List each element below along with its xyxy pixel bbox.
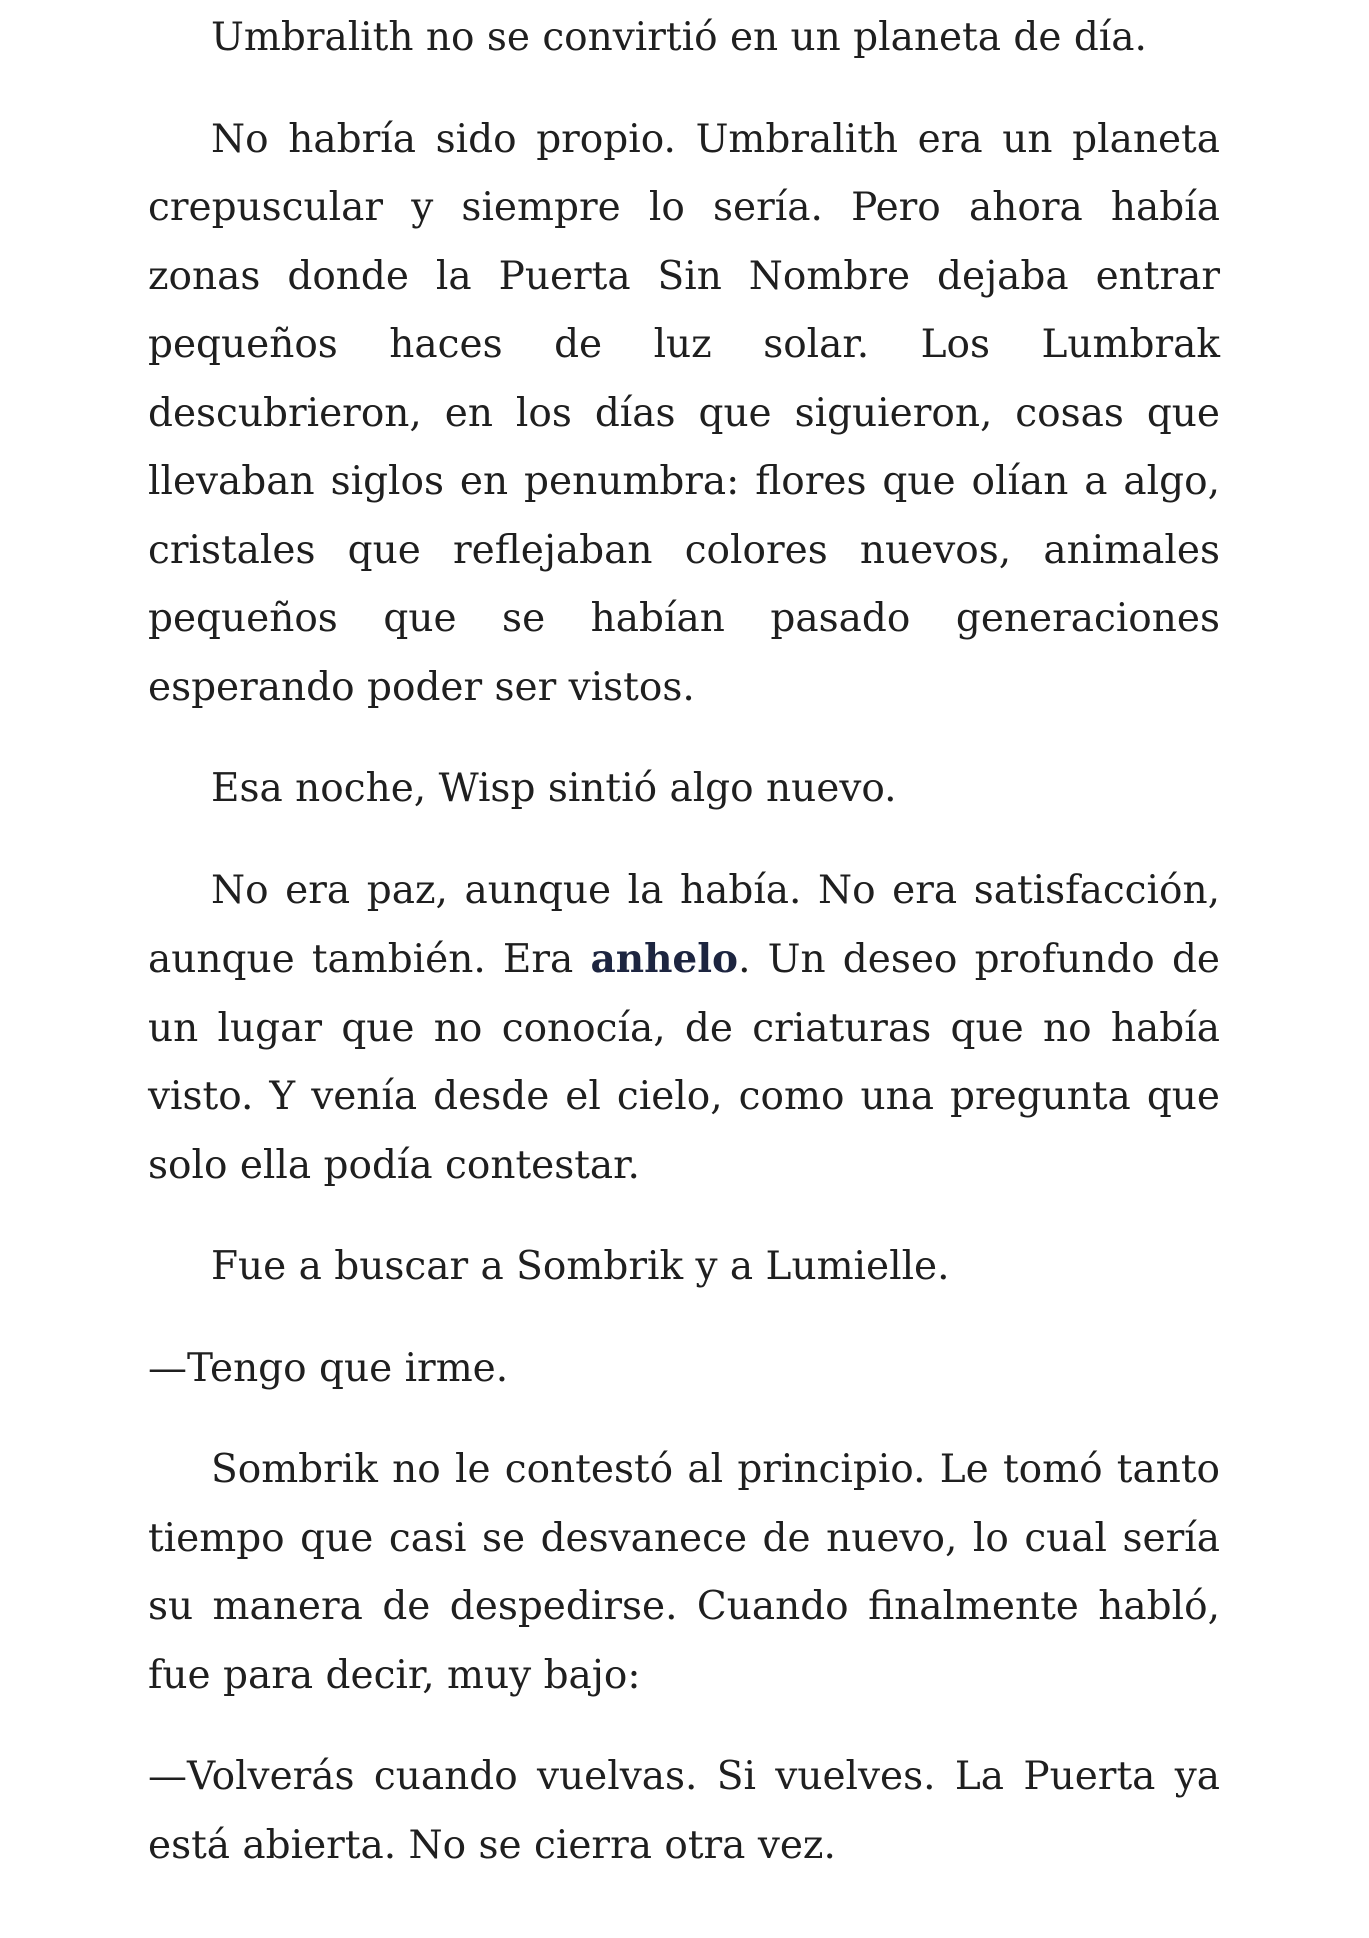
paragraph-text: No era paz, aunque la había. No era satisfacción, aunque también. Era — [148, 867, 1220, 982]
emphasized-word: anhelo — [590, 936, 739, 982]
dialogue-line: —Volverás cuando vuelvas. Si vuelves. La Puerta ya está abierta. No se cierra otra vez. — [148, 1754, 1220, 1868]
paragraph-with-emphasis — [148, 857, 1220, 1201]
paragraph: No habría sido propio. Umbralith era un planeta crepuscular y siempre lo sería. Pero ahora había zonas donde la Puerta Sin Nombre dejaba entrar pequeños haces de luz solar. Los Lumbrak descubrieron, en los días que siguieron, cosas que llevaban siglos en penumbra: flores que olían a algo, cristales que reflejaban colores nuevos, animales pequeños que se habían pasado generaciones esperando poder ser vistos. — [148, 116, 1220, 710]
document-page — [148, 4, 1220, 1880]
paragraph: Sombrik no le contestó al principio. Le tomó tanto tiempo que casi se desvanece de nuevo, lo cual sería su manera de despedirse. Cuando finalmente habló, fue para decir, muy bajo: — [148, 1447, 1220, 1698]
paragraph: Esa noche, Wisp sintió algo nuevo. — [211, 766, 897, 811]
paragraph: Fue a buscar a Sombrik y a Lumielle. — [211, 1244, 950, 1289]
paragraph: Umbralith no se convirtió en un planeta de día. — [211, 15, 1147, 60]
dialogue-line: —Tengo que irme. — [148, 1345, 509, 1391]
paragraph-text: . Un deseo profundo de un lugar que no conocía, de criaturas que no había visto. Y venía desde el cielo, como una pregunta que solo ella podía contestar. — [148, 937, 1220, 1188]
